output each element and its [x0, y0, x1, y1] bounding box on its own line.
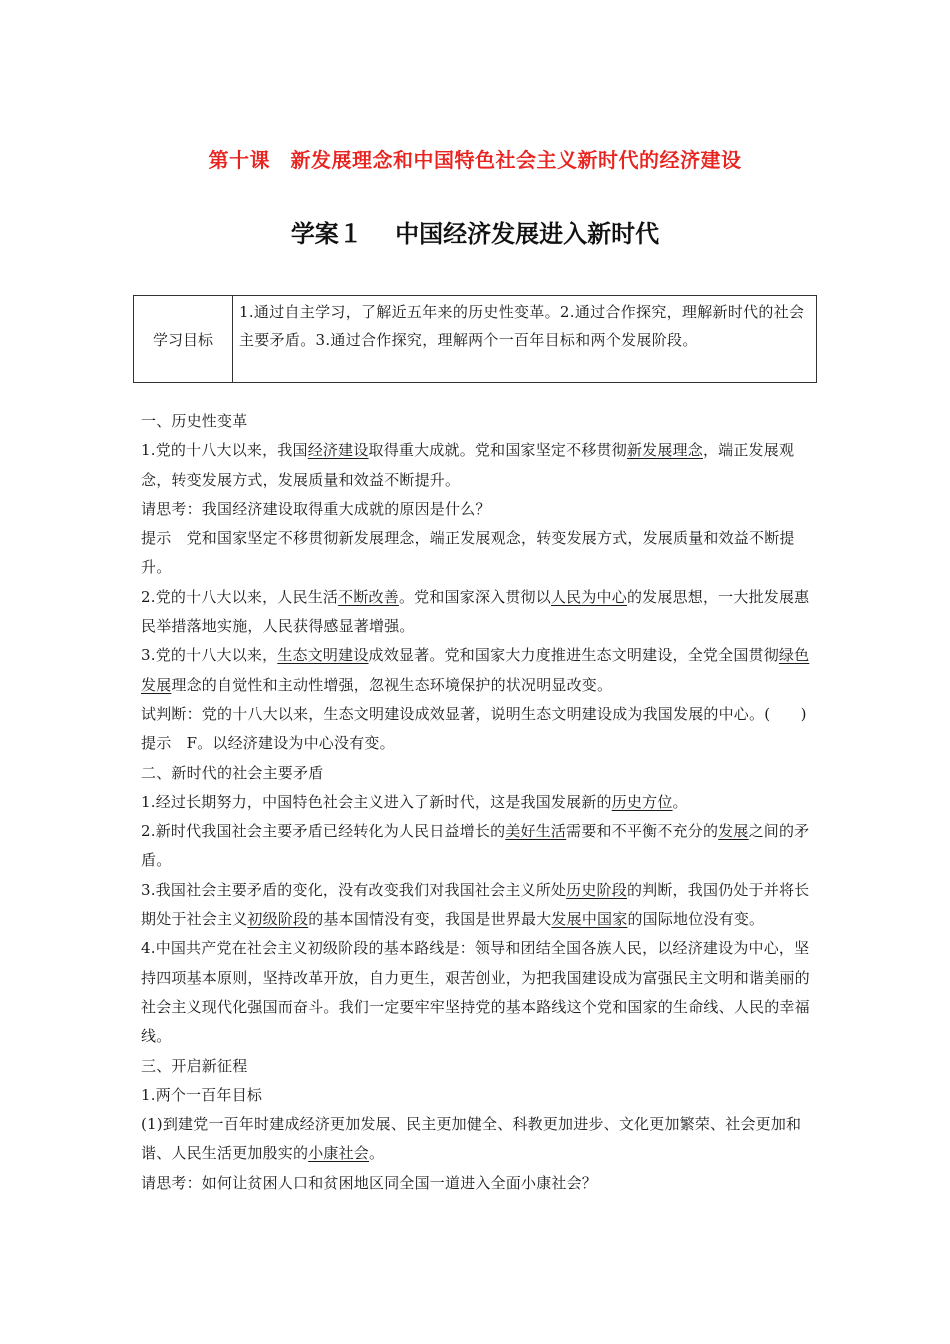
underlined-term: 初级阶段 — [247, 910, 309, 929]
paragraph — [141, 524, 813, 583]
objectives-table — [133, 295, 817, 383]
text-run: 1.经过长期努力，中国特色社会主义进入了新时代，这是我国发展新的 — [141, 792, 612, 811]
paragraph — [141, 788, 813, 817]
paragraph — [141, 876, 813, 935]
text-run: 的国际地位没有变。 — [627, 910, 765, 929]
underlined-term: 经济建设 — [307, 441, 369, 460]
paragraph — [141, 1110, 813, 1169]
document-body — [141, 407, 813, 1198]
underlined-term: 不断改善 — [338, 587, 399, 606]
underlined-term: 新发展理念 — [626, 441, 703, 460]
text-run: 需要和不平衡不充分的 — [566, 822, 719, 841]
text-run: 理念的自觉性和主动性增强，忽视生态环境保护的状况明显改变。 — [171, 675, 613, 694]
paragraph — [141, 436, 813, 495]
paragraph — [141, 1169, 813, 1198]
text-run: 2.新时代我国社会主要矛盾已经转化为人民日益增长的 — [141, 822, 506, 841]
underlined-term: 美好生活 — [505, 822, 567, 841]
text-run: 的发展思想，一大批发展惠民举措落地实施，人民获得感显著增强。 — [141, 587, 810, 636]
paragraph — [141, 641, 813, 700]
paragraph — [141, 817, 813, 876]
text-run: 1.两个一百年目标 — [141, 1085, 263, 1104]
text-run: 一、历史性变革 — [141, 412, 248, 430]
paragraph — [141, 759, 813, 788]
underlined-term: 历史阶段 — [566, 880, 627, 899]
underlined-term: 发展中国家 — [551, 910, 628, 929]
text-run: 1.党的十八大以来，我国 — [141, 441, 308, 460]
text-run: ，端正发展观念，转变发展方式，发展质量和效益不断提升。 — [141, 441, 795, 489]
text-run: 的基本国情没有变，我国是世界最大 — [308, 910, 552, 929]
underlined-term: 发展 — [718, 822, 749, 841]
text-run: 请思考：我国经济建设取得重大成就的原因是什么？ — [141, 499, 491, 518]
text-run: 试判断：党的十八大以来，生态文明建设成效显著，说明生态文明建设成为我国发展的中心。( ) — [141, 704, 807, 723]
underlined-term: 生态文明建设 — [277, 646, 369, 665]
objectives-text: 1.通过自主学习，了解近五年来的历史性变革。2.通过合作探究，理解新时代的社会主要矛盾。3.通过合作探究，理解两个一百年目标和两个发展阶段。 — [239, 303, 805, 349]
underlined-term: 历史方位 — [611, 792, 673, 811]
paragraph — [141, 495, 813, 524]
text-run: 3.党的十八大以来， — [141, 646, 278, 665]
text-run: 4.中国共产党在社会主义初级阶段的基本路线是：领导和团结全国各族人民，以经济建设为中心，坚持四项基本原则，坚持改革开放，自力更生，艰苦创业，为把我国建设成为富强民主文明和谐美丽的社会主义现代化强国而奋斗。我们一定要牢牢坚持党的基本路线这个党和国家的生命线、人民的幸福线。 — [141, 939, 810, 1046]
paragraph — [141, 1081, 813, 1110]
text-run: (1)到建党一百年时建成经济更加发展、民主更加健全、科教更加进步、文化更加繁荣、社会更加和谐、人民生活更加殷实的 — [141, 1115, 802, 1163]
underlined-term: 人民为中心 — [550, 587, 627, 606]
text-run: 提示 F。以经济建设为中心没有变。 — [141, 734, 395, 753]
text-run: 二、新时代的社会主要矛盾 — [141, 763, 324, 782]
text-run: 取得重大成就。党和国家坚定不移贯彻 — [368, 441, 627, 460]
case-title: 学案１ 中国经济发展进入新时代 — [290, 219, 660, 248]
text-run: 。 — [369, 1144, 385, 1163]
underlined-term: 小康社会 — [308, 1144, 370, 1163]
text-run: 。 — [672, 792, 688, 811]
paragraph — [141, 934, 813, 1051]
text-run: 三、开启新征程 — [141, 1056, 248, 1075]
text-run: 3.我国社会主要矛盾的变化，没有改变我们对我国社会主义所处 — [141, 880, 567, 899]
paragraph — [141, 583, 813, 642]
text-run: 2.党的十八大以来，人民生活 — [141, 587, 339, 606]
paragraph — [141, 407, 813, 436]
text-run: 请思考：如何让贫困人口和贫困地区同全国一道进入全面小康社会？ — [141, 1173, 598, 1192]
paragraph — [141, 729, 813, 758]
underlined-term: 绿色发展 — [141, 646, 810, 694]
text-run: 提示 党和国家坚定不移贯彻新发展理念，端正发展观念，转变发展方式，发展质量和效益不断提升。 — [141, 529, 795, 577]
objectives-label: 学习目标 — [134, 296, 233, 382]
text-run: 。党和国家深入贯彻以 — [398, 587, 551, 606]
text-run: 之间的矛盾。 — [141, 822, 810, 870]
paragraph — [141, 1052, 813, 1081]
text-run: 的判断，我国仍处于并将长期处于社会主义 — [141, 880, 810, 929]
text-run: 成效显著。党和国家大力度推进生态文明建设，全党全国贯彻 — [368, 646, 779, 665]
paragraph — [141, 700, 813, 729]
lesson-title: 第十课 新发展理念和中国特色社会主义新时代的经济建设 — [208, 148, 742, 172]
